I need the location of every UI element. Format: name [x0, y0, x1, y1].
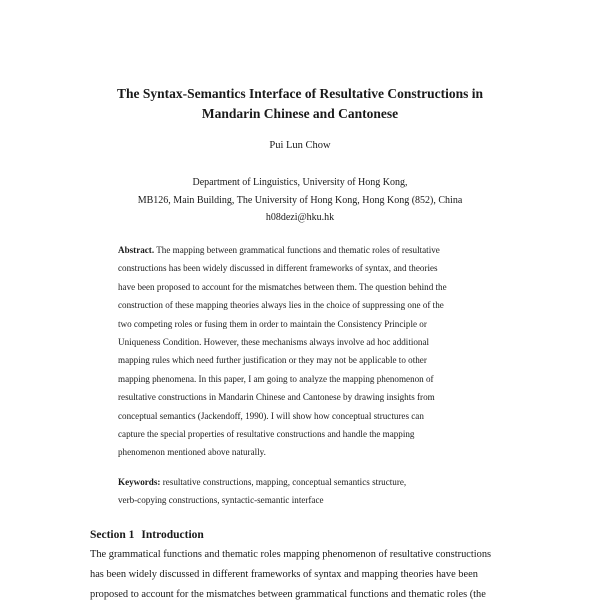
author-email: h08dezi@hku.hk [265, 212, 335, 223]
abstract-line: two competing roles or fusing them in order to maintain the Consistency Principle or [118, 318, 427, 329]
body-line: proposed to account for the mismatches between grammatical functions and thematic roles (the [90, 589, 486, 600]
author-name: Pui Lun Chow [269, 140, 331, 151]
paper-title [60, 84, 540, 124]
abstract-line: capture the special properties of resultative constructions and handle the mapping [118, 429, 415, 440]
abstract-label: Abstract. [118, 245, 155, 255]
keywords-text: resultative constructions, mapping, conceptual semantics structure, [160, 477, 407, 487]
keywords-label: Keywords: [118, 477, 161, 487]
author-affiliation [80, 174, 520, 227]
section-heading [90, 527, 204, 543]
section-title: Introduction [141, 529, 204, 541]
abstract-line: constructions has been widely discussed in different frameworks of syntax, and theories [118, 263, 438, 274]
abstract-line [118, 241, 484, 259]
body-line: The grammatical functions and thematic roles mapping phenomenon of resultative constructions [90, 549, 492, 560]
abstract-line: have been proposed to account for the mismatches between them. The question behind the [118, 281, 447, 292]
affiliation-department: Department of Linguistics, University of Hong Kong, [192, 177, 408, 188]
abstract-line: mapping phenomena. In this paper, I am going to analyze the mapping phenomenon of [118, 373, 434, 384]
section-number: Section 1 [90, 529, 135, 541]
abstract-line: phenomenon mentioned above naturally. [118, 447, 266, 458]
keywords-line [118, 473, 484, 491]
affiliation-address: MB126, Main Building, The University of Hong Kong, Hong Kong (852), China [137, 194, 463, 206]
abstract-line: resultative constructions in Mandarin Chinese and Cantonese by drawing insights from [118, 392, 435, 403]
abstract-text: The mapping between grammatical functions and thematic roles of resultative [154, 245, 440, 255]
abstract-line: mapping rules which need further justification or they may not be applicable to other [118, 355, 427, 366]
paper-title-line: The Syntax-Semantics Interface of Resultative Constructions in [117, 86, 483, 101]
abstract-block [118, 241, 484, 462]
body-paragraph [90, 545, 514, 605]
body-line: has been widely discussed in different frameworks of syntax and mapping theories have been [90, 569, 478, 580]
abstract-line: Uniqueness Condition. However, these mechanisms always involve ad hoc additional [118, 337, 430, 348]
abstract-line: construction of these mapping theories always lies in the choice of suppressing one of the [118, 300, 444, 311]
paper-title-line: Mandarin Chinese and Cantonese [201, 106, 399, 121]
keywords-line: verb-copying constructions, syntactic-semantic interface [118, 495, 324, 506]
keywords-block [118, 473, 484, 510]
abstract-line: conceptual semantics (Jackendoff, 1990). I will show how conceptual structures can [118, 410, 424, 421]
